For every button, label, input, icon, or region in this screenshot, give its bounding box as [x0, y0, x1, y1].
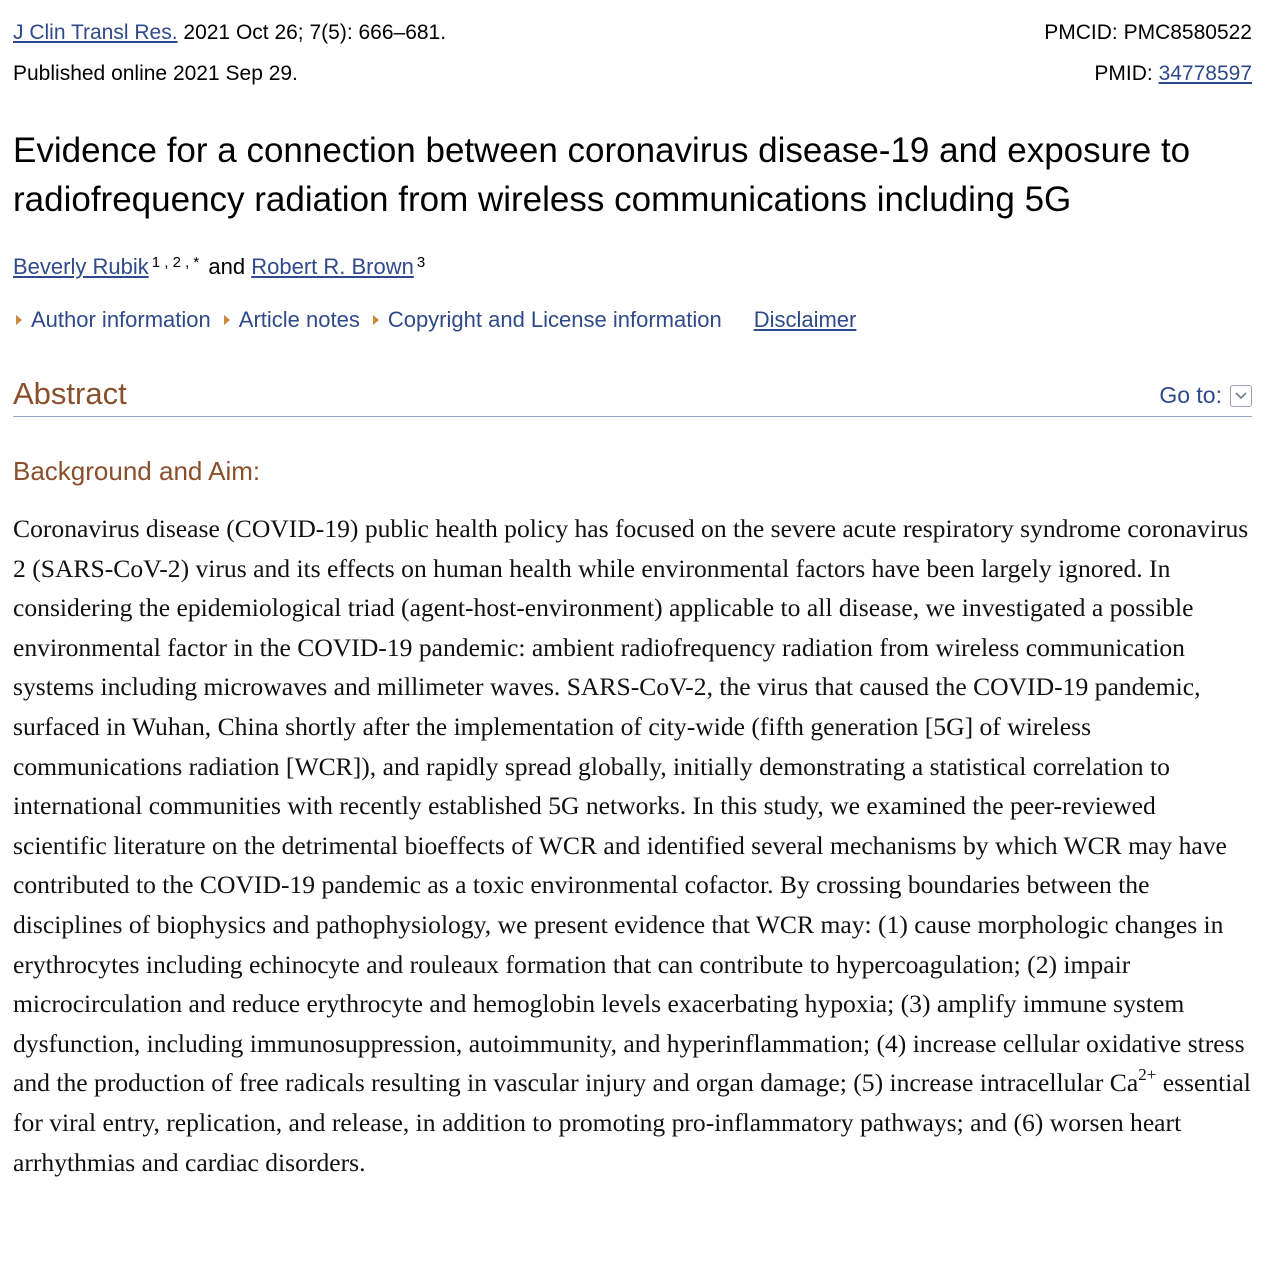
- author-list: [13, 243, 428, 287]
- calcium-superscript: 2+: [1138, 1065, 1157, 1085]
- pmid: [1094, 53, 1252, 94]
- abstract-header: [13, 372, 1252, 417]
- chevron-down-icon[interactable]: [1230, 385, 1252, 407]
- abstract-paragraph: [13, 509, 1254, 1182]
- copyright-toggle[interactable]: [370, 300, 722, 340]
- triangle-right-icon: [16, 315, 22, 325]
- article-title: Evidence for a connection between coronavirus disease-19 and exposure to radiofrequency radiation from wireless communications including 5G: [13, 131, 1191, 219]
- section-subheading: Background and Aim:: [13, 456, 261, 486]
- abstract-text-main: Coronavirus disease (COVID-19) public health policy has focused on the severe acute respiratory syndrome coronavirus 2 (SARS-CoV-2) virus and its effects on human health while environmental factors have been largely ignored. In considering the epidemiological triad (agent-host-environment) applicable to all disease, we investigated a possible environmental factor in the COVID-19 pandemic: ambient radiofrequency radiation from wireless communication systems including microwaves and millimeter waves. SARS-CoV-2, the virus that caused the COVID-19 pandemic, surfaced in Wuhan, China shortly after the implementation of city-wide (fifth generation [5G] of wireless communications radiation [WCR]), and rapidly spread globally, initially demonstrating a statistical correlation to international communities with recently established 5G networks. In this study, we examined the peer-reviewed scientific literature on the detrimental bioeffects of WCR and identified several mechanisms by which WCR may have contributed to the COVID-19 pandemic as a toxic environmental cofactor. By crossing boundaries between the disciplines of biophysics and pathophysiology, we present evidence that WCR may: (1) cause morphologic changes in erythrocytes including echinocyte and rouleaux formation that can contribute to hypercoagulation; (2) impair microcirculation and reduce erythrocyte and hemoglobin levels exacerbating hypoxia; (3) amplify immune system dysfunction, including immunosuppression, autoimmunity, and hyperinflammation; (4) increase cellular oxidative stress and the production of free radicals resulting in vascular injury and organ damage; (5) increase intracellular Ca: [13, 514, 1249, 1098]
- citation-bar: [13, 12, 1252, 94]
- author-affiliation-mark[interactable]: 3: [416, 254, 426, 271]
- triangle-right-icon: [224, 315, 230, 325]
- author-conjunction: and: [208, 254, 246, 279]
- pmid-link[interactable]: 34778597: [1158, 62, 1252, 85]
- citation-date: 2021 Oct 26; 7(5): 666–681.: [183, 21, 447, 44]
- citation-left: [13, 12, 446, 53]
- goto-label: Go to:: [1159, 382, 1222, 408]
- copyright-label: Copyright and License information: [387, 307, 722, 332]
- published-date: Published online 2021 Sep 29.: [13, 62, 298, 85]
- article-info-bar: [13, 300, 856, 340]
- abstract-heading: Abstract: [13, 376, 127, 411]
- goto-menu[interactable]: [1159, 382, 1252, 409]
- abstract-text-end: essential for viral entry, replication, and release, in addition to promoting pro-inflammatory pathways; and (6) worsen heart arrhythmias and cardiac disorders.: [13, 1068, 1251, 1177]
- article-notes-toggle[interactable]: [221, 300, 360, 340]
- author-information-toggle[interactable]: [13, 300, 211, 340]
- author-link-rubik[interactable]: Beverly Rubik: [13, 254, 149, 279]
- author-affiliation-marks[interactable]: 1 , 2 , *: [151, 254, 200, 271]
- article-notes-label: Article notes: [238, 307, 360, 332]
- author-information-label: Author information: [31, 307, 211, 332]
- pmcid: PMCID: PMC8580522: [1044, 21, 1252, 44]
- pmid-label: PMID:: [1094, 62, 1159, 85]
- triangle-right-icon: [373, 315, 379, 325]
- author-link-brown[interactable]: Robert R. Brown: [251, 254, 414, 279]
- disclaimer-link[interactable]: Disclaimer: [753, 307, 857, 332]
- journal-link[interactable]: J Clin Transl Res.: [13, 21, 178, 44]
